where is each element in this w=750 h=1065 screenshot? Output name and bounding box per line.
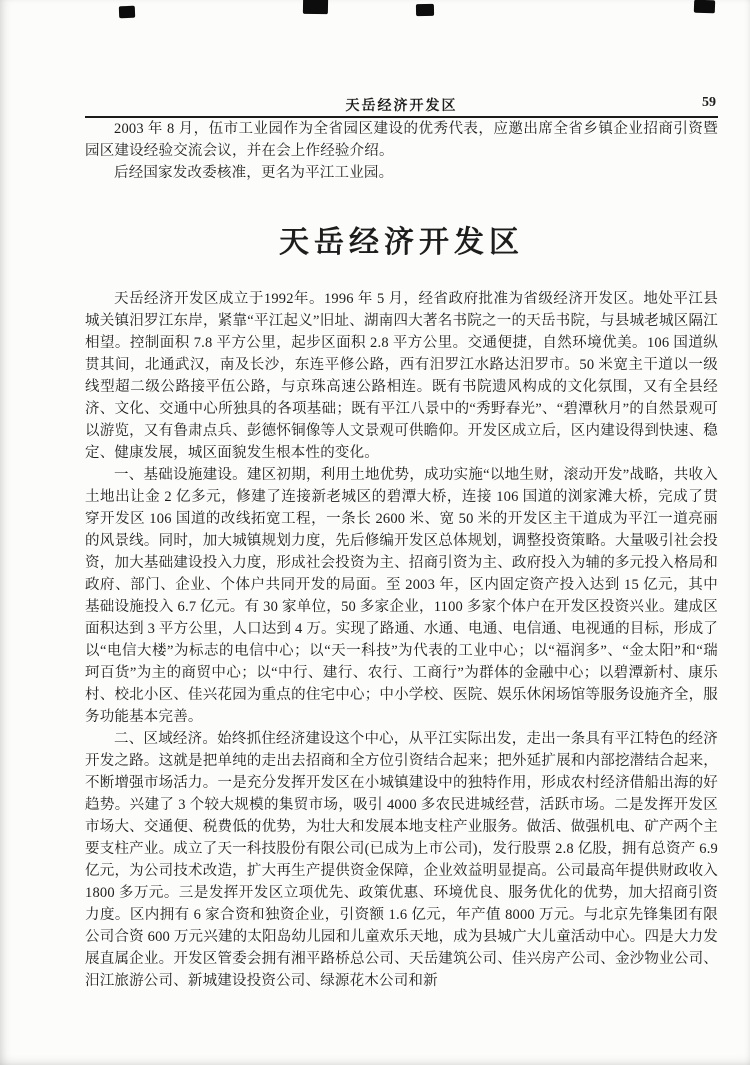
body-paragraph: 一、基础设施建设。建区初期，利用土地优势，成功实施“以地生财，滚动开发”战略，共收入土地出让金 2 亿多元，修建了连接新老城区的碧潭大桥，连接 106 国道的浏家滩大桥，完成了贯穿开发区 106 国道的改线拓宽工程，一条长 2600 米、宽 50 米的开发区主干道成为平江一道亮丽的风景线。同时，加大城镇规划力度，先后修编开发区总体规划，调整投资策略。大量吸引社会投资，加大基础建设投入力度，形成社会投资为主、招商引资为主、政府投入为辅的多元投入格局和政府、部门、企业、个体户共同开发的局面。至 2003 年，区内固定资产投入达到 15 亿元，其中基础设施投入 6.7 亿元。有 30 家单位，50 多家企业，1100 多家个体户在开发区投资兴业。建成区面积达到 3 平方公里，人口达到 4 万。实现了路通、水通、电通、电信通、电视通的目标，形成了以“电信大楼”为标志的电信中心；以“天一科技”为代表的工业中心；以“福润多”、“金太阳”和“瑞珂百货”为主的商贸中心；以“中行、建行、农行、工商行”为群体的金融中心；以碧潭新村、康乐村、校北小区、佳兴花园为重点的住宅中心；中小学校、医院、娱乐休闲场馆等服务设施齐全，服务功能基本完善。: [85, 467, 718, 725]
body-paragraph: 天岳经济开发区成立于1992年。1996 年 5 月，经省政府批准为省级经济开发区。地处平江县城关镇汨罗江东岸，紧靠“平江起义”旧址、湖南四大著名书院之一的天岳书院，与县城老城区隔江相望。控制面积 7.8 平方公里，起步区面积 2.8 平方公里。交通便捷，自然环境优美。106 国道纵贯其间，北通武汉，南及长沙，东连平修公路，西有汨罗江水路达汨罗市。50 米宽主干道以一级线型超二级公路接平伍公路，与京珠高速公路相连。既有书院遗风构成的文化氛围，又有全县经济、文化、交通中心所独具的各项基础；既有平江八景中的“秀野春光”、“碧潭秋月”的自然景观可以游览，又有鲁肃点兵、彭德怀铜像等人文景观可供瞻仰。开发区成立后，区内建设得到快速、稳定、健康发展，城区面貌发生根本性的变化。: [85, 291, 718, 461]
page-content: [85, 0, 718, 992]
section-title: 天岳经济开发区: [279, 226, 524, 259]
running-title: 天岳经济开发区: [345, 99, 458, 114]
body-paragraph: 二、区域经济。始终抓住经济建设这个中心，从平江实际出发，走出一条具有平江特色的经济开发之路。这就是把单纯的走出去招商和全方位引资结合起来；把外延扩展和内部挖潜结合起来，不断增强市场活力。一是充分发挥开发区在小城镇建设中的独特作用，形成农村经济借船出海的好趋势。兴建了 3 个较大规模的集贸市场，吸引 4000 多农民进城经营，活跃市场。二是发挥开发区市场大、交通便、税费低的优势，为壮大和发展本地支柱产业服务。做活、做强机电、矿产两个主要支柱产业。成立了天一科技股份有限公司(已成为上市公司)，发行股票 2.8 亿股，拥有总资产 6.9 亿元，为公司技术改造，扩大再生产提供资金保障，企业效益明显提高。公司最高年提供财政收入 1800 多万元。三是发挥开发区立项优先、政策优惠、环境优良、服务优化的优势，加大招商引资力度。区内拥有 6 家合资和独资企业，引资额 1.6 亿元，年产值 8000 万元。与北京先锋集团有限公司合资 600 万元兴建的太阳岛幼儿园和儿童欢乐天地，成为县城广大儿童活动中心。四是大力发展直属企业。开发区管委会拥有湘平路桥总公司、天岳建筑公司、佳兴房产公司、金沙物业公司、汨江旅游公司、新城建设投资公司、绿源花木公司和新: [85, 731, 718, 989]
page-header: [85, 95, 718, 114]
intro-paragraph: 2003 年 8 月，伍市工业园作为全省园区建设的优秀代表，应邀出席全省乡镇企业招商引资暨园区建设经验交流会议，并在会上作经验介绍。: [85, 121, 718, 159]
intro-paragraph: 后经国家发改委核准，更名为平江工业园。: [114, 165, 394, 181]
page-number: 59: [702, 95, 716, 110]
